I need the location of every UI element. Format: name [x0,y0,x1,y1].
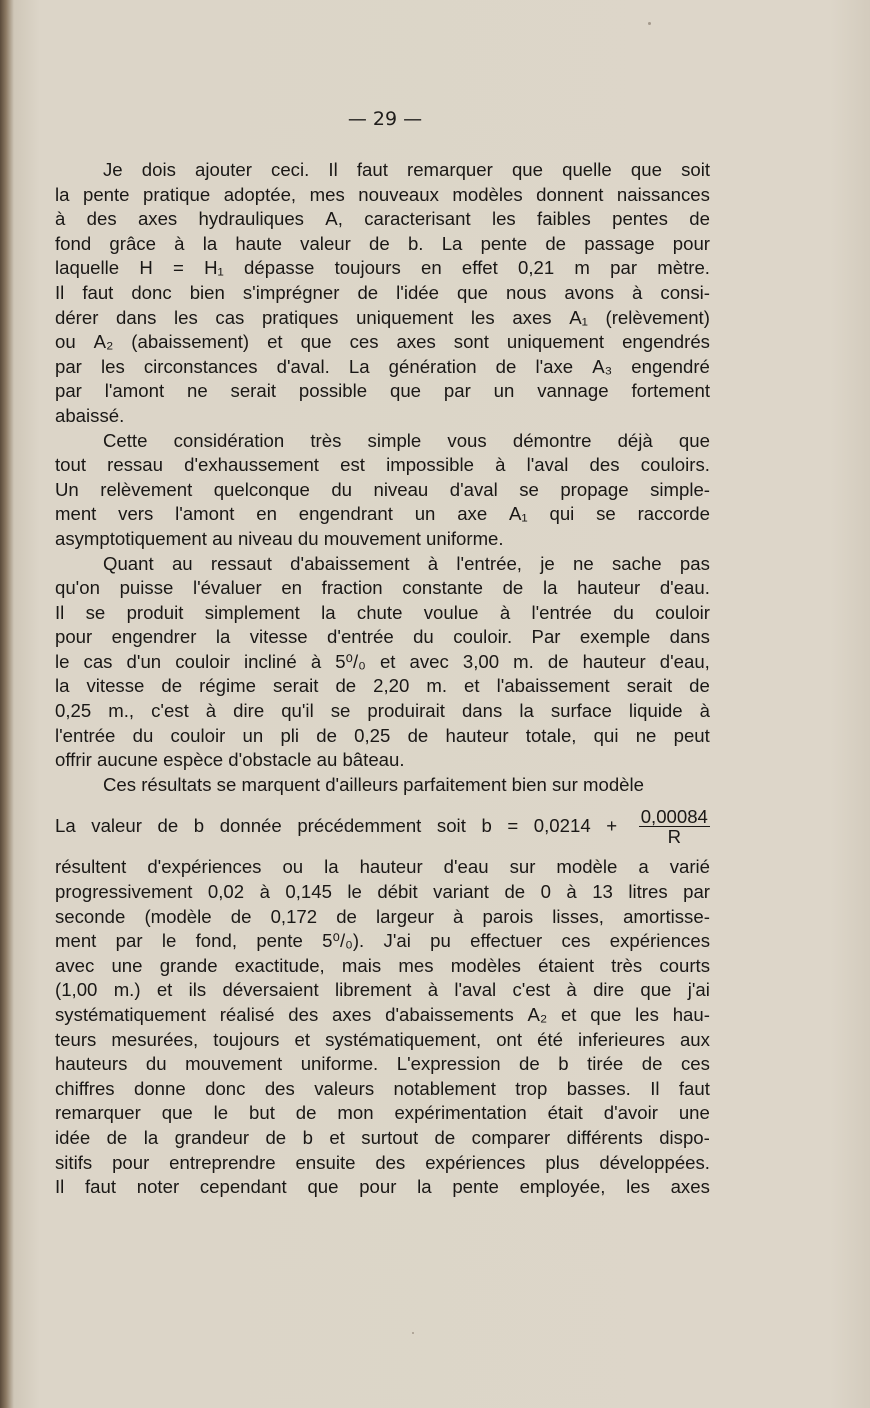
text-line: Il se produit simplement la chute voulue à l'entrée du couloir [55,601,710,623]
page-number: — 29 — [347,108,423,130]
formula-word: 0,0214 [533,815,591,837]
text-line: Quant au ressaut d'abaissement à l'entrée, je ne sache pas [103,552,710,574]
text-line: idée de la grandeur de b et surtout de comparer différents dispo- [55,1126,710,1148]
text-line: Cette considération très simple vous démontre déjà que [103,429,710,451]
paper-speck [648,22,651,25]
text-line: dérer dans les cas pratiques uniquement les axes A₁ (relèvement) [55,306,710,328]
fraction-numerator: 0,00084 [640,805,708,827]
text-line: qu'on puisse l'évaluer en fraction constante de la hauteur d'eau. [55,577,710,599]
text-line: remarquer que le but de mon expérimentation était d'avoir une [55,1102,710,1124]
text-line: ment par le fond, pente 5⁰/₀). J'ai pu effectuer ces expériences [55,930,710,952]
text-line: avec une grande exactitude, mais mes modèles étaient très courts [55,954,710,976]
text-line: offrir aucune espèce d'obstacle au bâteau. [55,749,405,771]
formula-line [55,797,710,855]
text-line: (1,00 m.) et ils déversaient librement à l'aval c'est à dire que j'ai [55,979,710,1001]
formula-word: de [157,815,179,837]
text-line: par les circonstances d'aval. La génération de l'axe A₃ engendré [55,355,710,377]
formula-word: + [606,815,618,837]
text-line: pour engendrer la vitesse d'entrée du couloir. Par exemple dans [55,626,710,648]
text-line: asymptotiquement au niveau du mouvement uniforme. [55,527,504,549]
text-line: l'entrée du couloir un pli de 0,25 de hauteur totale, qui ne peut [55,724,710,746]
paper-speck [412,1332,414,1334]
body-text [55,158,710,1200]
formula-word: La [55,815,76,837]
text-line: Un relèvement quelconque du niveau d'aval se propage simple- [55,478,710,500]
formula-word: soit [436,815,466,837]
text-line: abaissé. [55,404,125,426]
text-line: par l'amont ne serait possible que par un vannage fortement [55,380,710,402]
formula-word: = [507,815,519,837]
text-line: résultent d'expériences ou la hauteur d'eau sur modèle a varié [55,856,710,878]
text-line: le cas d'un couloir incliné à 5⁰/₀ et avec 3,00 m. de hauteur d'eau, [55,650,710,672]
text-line: à des axes hydrauliques A, caracterisant les faibles pentes de [55,208,710,230]
text-line: tout ressau d'exhaussement est impossible à l'aval des couloirs. [55,454,710,476]
formula-word: b [481,815,492,837]
text-line: sitifs pour entreprendre ensuite des expériences plus développées. [55,1151,710,1173]
text-line: 0,25 m., c'est à dire qu'il se produirait dans la surface liquide à [55,700,710,722]
formula-word: donnée [219,815,282,837]
formula-word: précédemment [297,815,422,837]
text-line: la pente pratique adoptée, mes nouveaux modèles donnent naissances [55,183,710,205]
text-line: la vitesse de régime serait de 2,20 m. et l'abaissement serait de [55,675,710,697]
text-line: ment vers l'amont en engendrant un axe A₁ qui se raccorde [55,503,710,525]
text-line: Il faut donc bien s'imprégner de l'idée que nous avons à consi- [55,281,710,303]
text-line: hauteurs du mouvement uniforme. L'expression de b tirée de ces [55,1053,710,1075]
text-line: Ces résultats se marquent d'ailleurs parfaitement bien sur modèle [103,773,644,795]
text-line: laquelle H = H₁ dépasse toujours en effet 0,21 m par mètre. [55,257,710,279]
fraction [639,807,710,846]
text-line: Je dois ajouter ceci. Il faut remarquer que quelle que soit [103,159,710,180]
text-line: seconde (modèle de 0,172 de largeur à parois lisses, amortisse- [55,905,710,927]
formula-word: b [193,815,205,837]
text-line: fond grâce à la haute valeur de b. La pente de passage pour [55,232,710,254]
formula-word: valeur [91,815,142,837]
text-line: progressivement 0,02 à 0,145 le débit variant de 0 à 13 litres par [55,881,710,903]
text-line: chiffres donne donc des valeurs notablement trop basses. Il faut [55,1077,710,1099]
text-line: ou A₂ (abaissement) et que ces axes sont uniquement engendrés [55,331,710,353]
text-line: Il faut noter cependant que pour la pente employée, les axes [55,1176,710,1198]
text-line: systématiquement réalisé des axes d'abaissements A₂ et que les hau- [55,1004,710,1025]
fraction-denominator: R [667,825,682,847]
text-line: teurs mesurées, toujours et systématiquement, ont été inferieures aux [55,1028,710,1050]
